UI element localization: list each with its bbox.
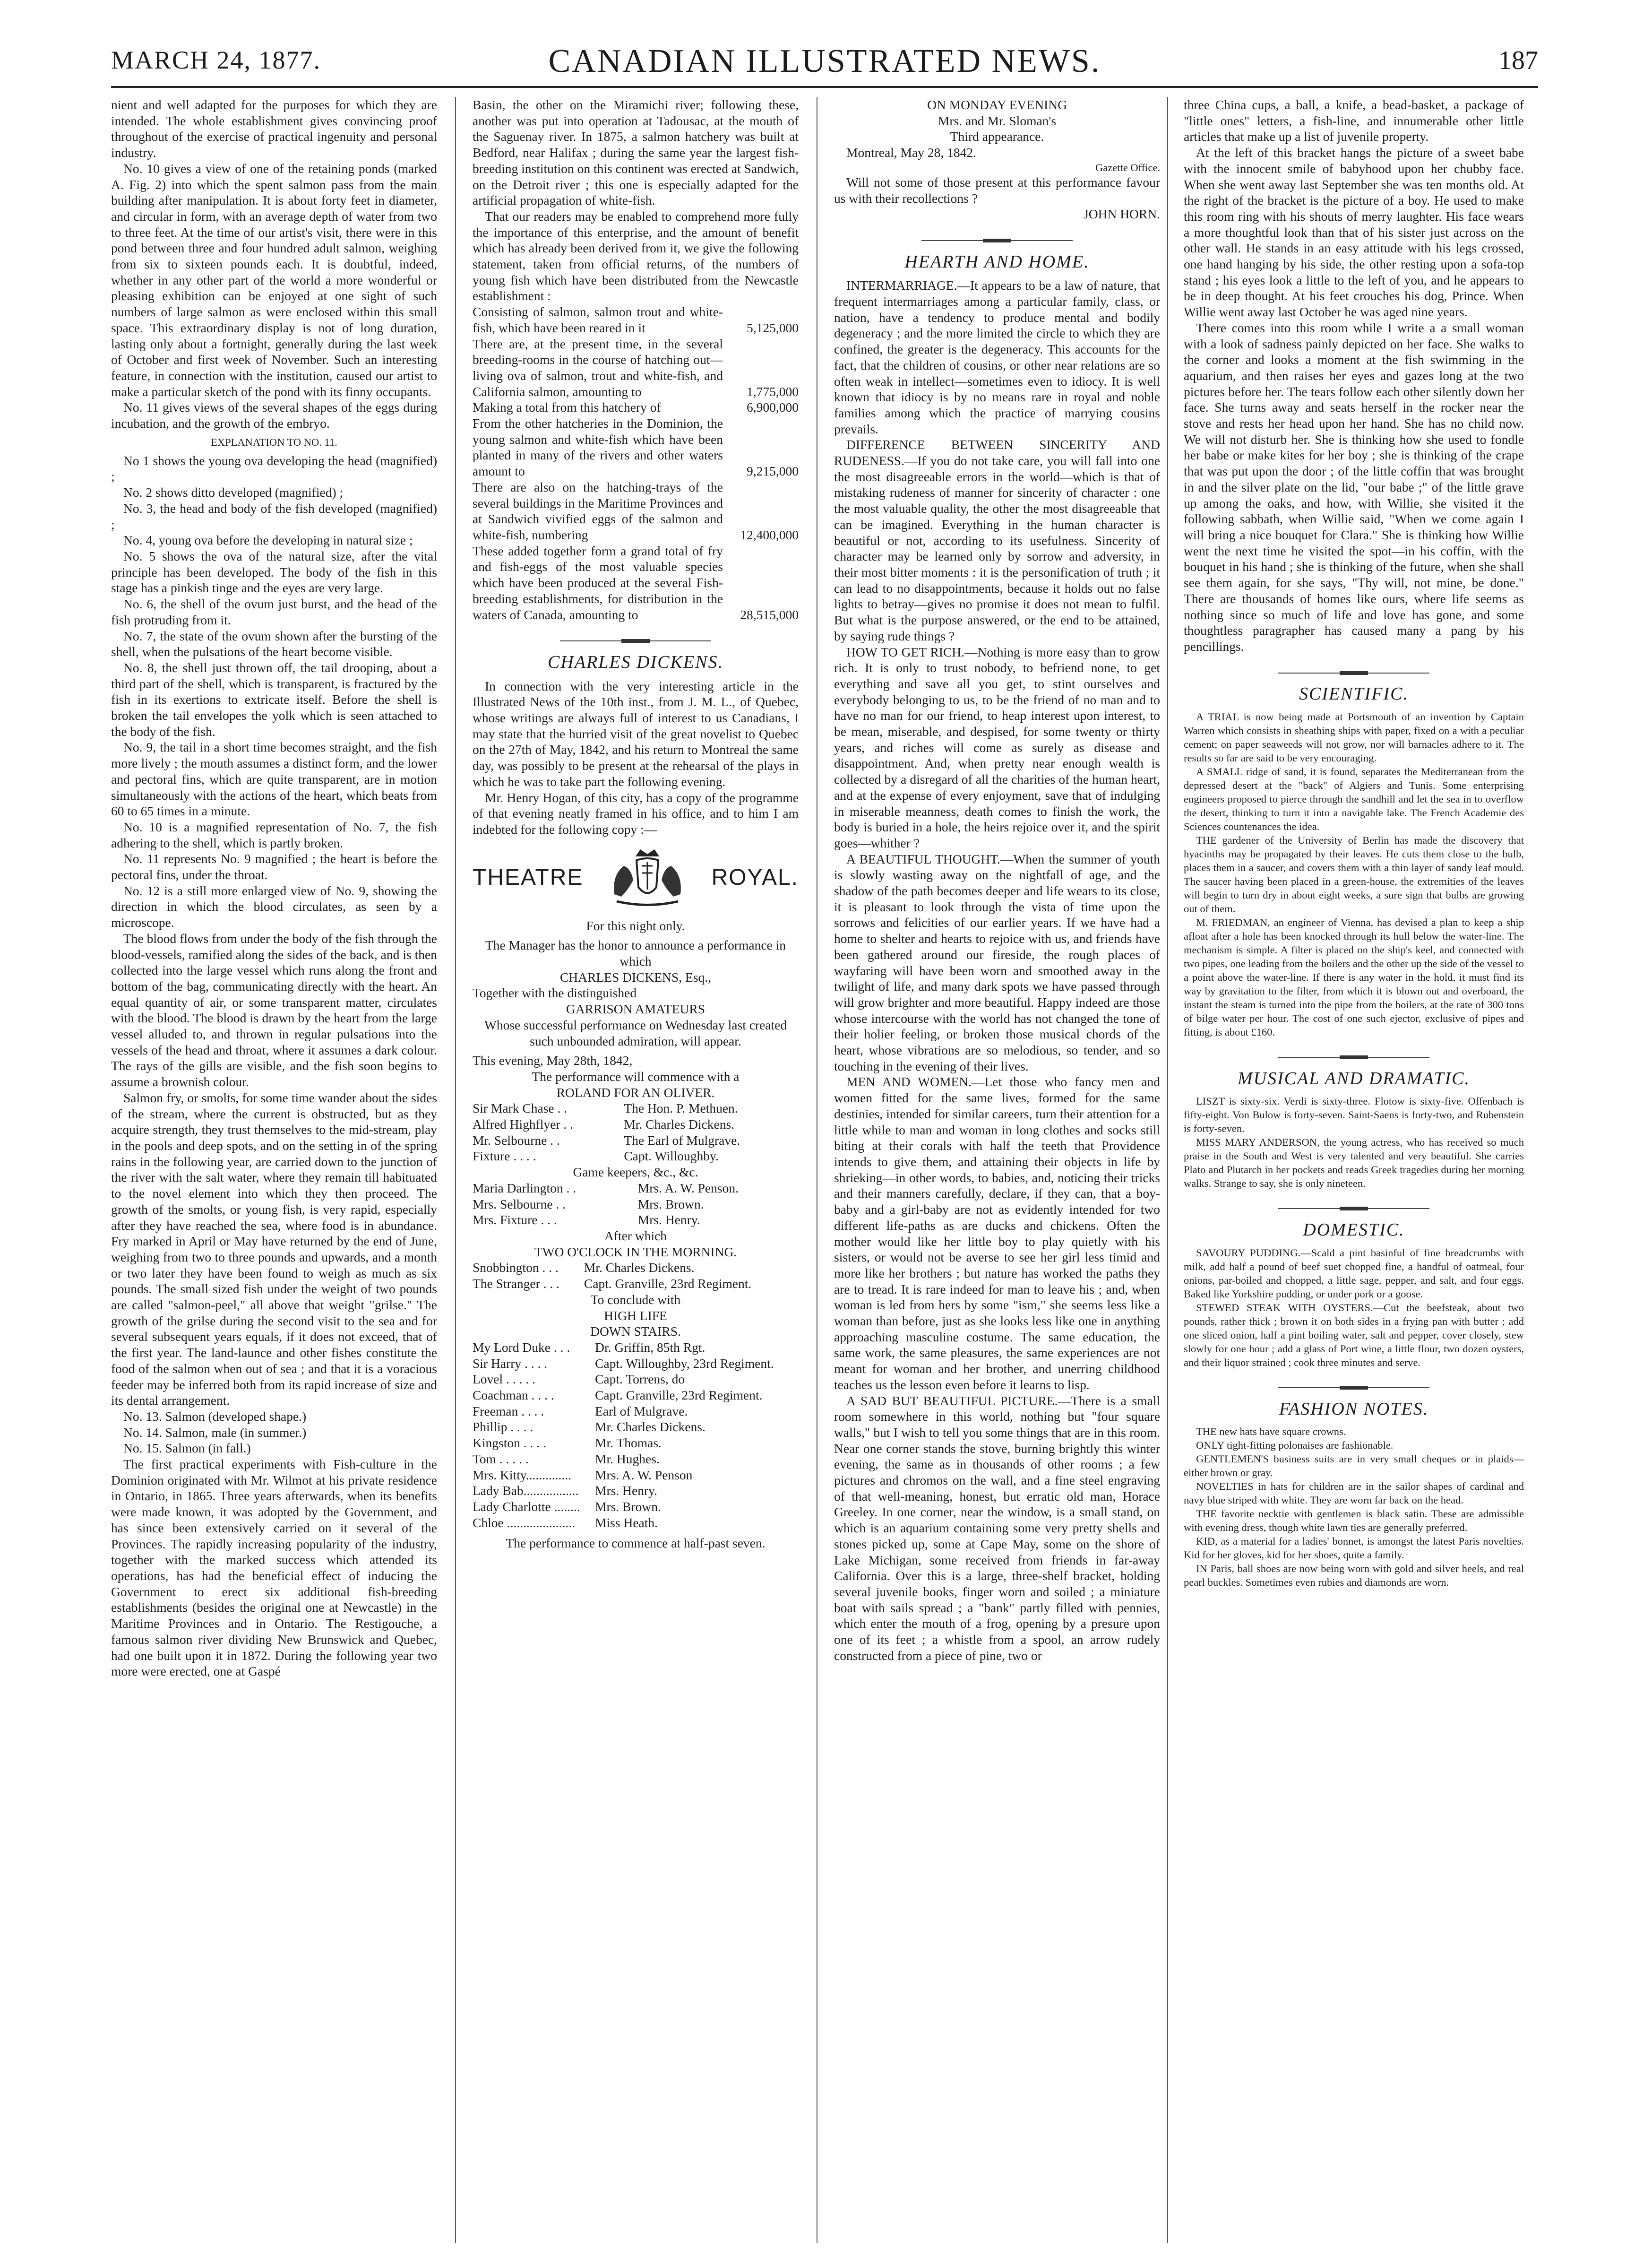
actor: Capt. Granville, 23rd Regiment. bbox=[595, 1388, 763, 1403]
table-row bbox=[473, 304, 799, 336]
cast-row bbox=[473, 1515, 799, 1531]
cast-row bbox=[473, 1483, 799, 1499]
paragraph: No. 11 gives views of the several shapes of the eggs during incubation, and the growth of the embryo. bbox=[111, 400, 437, 431]
row-label: There are also on the hatching-trays of the several buildings in the Maritime Provinces and at Sandwich vivified eggs of the salmon and white-fish, numbering bbox=[473, 479, 723, 542]
role: Phillip . . . . bbox=[473, 1419, 533, 1434]
section-ornament bbox=[1184, 1197, 1524, 1213]
role: My Lord Duke . . . bbox=[473, 1339, 570, 1355]
cast-row bbox=[473, 1148, 799, 1164]
role: Snobbington . . . bbox=[473, 1260, 559, 1275]
paragraph: No. 14. Salmon, male (in summer.) bbox=[123, 1425, 307, 1440]
role: Sir Harry . . . . bbox=[473, 1356, 548, 1371]
role: Tom . . . . . bbox=[473, 1451, 529, 1466]
paragraph: No. 2 shows ditto developed (magnified) ; bbox=[123, 485, 344, 500]
actor: Mrs. Henry. bbox=[637, 1212, 700, 1227]
cast-row bbox=[473, 1196, 799, 1212]
run-in-head: MEN AND WOMEN. bbox=[846, 1074, 972, 1089]
cast-row bbox=[473, 1451, 799, 1467]
column-1 bbox=[111, 97, 437, 1679]
cast-list bbox=[473, 1339, 799, 1530]
paragraph bbox=[834, 1393, 1160, 1664]
cast-row bbox=[473, 1467, 799, 1483]
row-label: There are, at the present time, in the several breeding-rooms in the course of hatching out— living ova of salmon, trout and white-fish, and California salmon, amounting to bbox=[473, 336, 723, 399]
paragraph: LISZT is sixty-six. Verdi is sixty-three. Flotow is sixty-five. Offenbach is fifty-eight. Von Bulow is forty-seven. Saint-Saens is forty-two, and Rubenstein is forty-seven. bbox=[1184, 1095, 1524, 1135]
paragraph: No. 7, the state of the ovum shown after the bursting of the shell, when the pulsations of the heart become visible. bbox=[111, 628, 437, 659]
playbill-line: ON MONDAY EVENING bbox=[927, 97, 1067, 112]
run-in-head: A BEAUTIFUL THOUGHT. bbox=[846, 851, 1000, 866]
table-row bbox=[473, 543, 799, 623]
paragraph bbox=[834, 1074, 1160, 1392]
actor: Mrs. A. W. Penson bbox=[595, 1467, 693, 1482]
cast-row bbox=[473, 1387, 799, 1403]
section-ornament bbox=[1184, 661, 1524, 677]
paragraph: GENTLEMEN'S business suits are in very small cheques or in plaids—either brown or gray. bbox=[1184, 1453, 1524, 1479]
paragraph: No. 13. Salmon (developed shape.) bbox=[123, 1409, 307, 1424]
column-2 bbox=[473, 97, 799, 1551]
cast-row bbox=[473, 1212, 799, 1228]
cast-list bbox=[473, 1260, 799, 1291]
paragraph: No. 5 shows the ova of the natural size, after the vital principle has been developed. The body of the fish in this stage has a pinkish tinge and the eyes are very large. bbox=[111, 548, 437, 596]
paragraph: No 1 shows the young ova developing the head (magnified) ; bbox=[111, 453, 437, 484]
cast-row bbox=[473, 1260, 799, 1276]
paragraph: Montreal, May 28, 1842. bbox=[846, 145, 976, 160]
playbill-header bbox=[473, 847, 799, 908]
playbill-line: Game keepers, &c., &c. bbox=[573, 1165, 698, 1180]
paragraph: No. 10 is a magnified representation of No. 7, the fish adhering to the shell, which is partly broken. bbox=[111, 819, 437, 850]
paragraph: ONLY tight-fitting polonaises are fashionable. bbox=[1196, 1439, 1394, 1452]
playbill-word: ROYAL. bbox=[711, 864, 799, 890]
actor: Mrs. Brown. bbox=[595, 1499, 661, 1514]
role: Lady Bab................. bbox=[473, 1483, 579, 1498]
row-label: Making a total from this hatchery of bbox=[473, 400, 661, 415]
section-title: DOMESTIC. bbox=[1303, 1220, 1405, 1240]
role: Lovel . . . . . bbox=[473, 1372, 535, 1387]
paragraph: Will not some of those present at this performance favour us with their recollections ? bbox=[834, 174, 1160, 206]
page-number: 187 bbox=[1498, 46, 1538, 75]
cast-row bbox=[473, 1499, 799, 1515]
paragraph: A SMALL ridge of sand, it is found, separates the Mediterranean from the depressed desert at the "back" of Algiers and Tunis. Some enterprising engineers proposed to pierce through the sandhill and let the sea in to overflow the desert, thinking to turn it into a navigable lake. The French Academie des Sciences countenances the idea. bbox=[1184, 766, 1524, 833]
paragraph: In connection with the very interesting article in the Illustrated News of the 10th inst., from J. M. L., of Quebec, whose writings are always full of interest to us Canadians, I may state that the hurried visit of the great novelist to Quebec on the 27th of May, 1842, and his return to Montreal the same day, was possibly to be present at the rehearsal of the plays in which he was to take part the following evening. bbox=[473, 678, 799, 789]
row-value: 9,215,000 bbox=[747, 464, 799, 479]
paragraph bbox=[834, 437, 1160, 644]
actor: Dr. Griffin, 85th Rgt. bbox=[595, 1339, 706, 1355]
paragraph: THE favorite necktie with gentlemen is black satin. These are admissible with evening dress, though white lawn ties are generally preferred. bbox=[1184, 1508, 1524, 1534]
row-value: 6,900,000 bbox=[747, 400, 799, 415]
column-divider bbox=[1167, 97, 1168, 2243]
paragraph: KID, as a material for a ladies' bonnet, is amongst the latest Paris novelties. Kid for her gloves, kid for her shoes, quite a family. bbox=[1184, 1535, 1524, 1561]
section-ornament bbox=[1184, 1376, 1524, 1392]
paragraph-text: —It appears to be a law of nature, that frequent intermarriages among a particular family, class, or nation, have a tendency to produce mental and bodily degeneracy ; and the more limited the circle to which they are confined, the greater is the degeneracy. This accounts for the fact, that the children of cousins, or other near relations are so often weak in intellect—sometimes even to idiocy. It is well known that idiocy is by no means rare in royal and noble families among which the practice of marrying cousins prevails. bbox=[834, 278, 1160, 436]
playbill-line: GARRISON AMATEURS bbox=[566, 1002, 706, 1017]
issue-date: MARCH 24, 1877. bbox=[111, 46, 321, 74]
playbill-line: After which bbox=[604, 1228, 667, 1243]
statistics-table bbox=[473, 304, 799, 622]
actor: Mrs. Henry. bbox=[595, 1483, 657, 1498]
paragraph: There comes into this room while I write a a small woman with a look of sadness painly depicted on her face. She walks to the corner and looks a moment at the fish swimming in the aquarium, and then raises her eyes and gazes long at the two pictures before her. The tears follow each other silently down her face. She turns away and seats herself in the rocker near the stove and rests her head upon her hand. She has no child now. We will not disturb her. She is thinking how she used to fondle her babe or make kites for her boy ; she is thinking of the crape that was put upon the door ; of the little coffin that was brought in and the silver plate on the lid, "our babe ;" of the little grave up among the oaks, and how, with Willie, she visited it the following sabbath, when Willie said, "When we come again I will bring a nice bouquet for Clara." She is thinking how Willie went the next time he visited the spot—in his coffin, with the bouquet in his hand ; she is thinking of the future, when she shall see them again, for she says, "Thy will, not mine, be done." There are thousands of homes like ours, where life seems as nothing since so much of life and love has gone, and some thoughtless paragrapher has caused many a pang by his pencillings. bbox=[1184, 320, 1524, 654]
paragraph-text: —When the summer of youth is slowly wasting away on the nightfall of age, and the shadow of the path becomes deeper and life wears to its close, it is pleasant to look through the vista of time upon the sorrows and felicities of our earlier years. If we have had a home to shelter and hearts to rejoice with us, and friends have been gathered around our fireside, the rough places of wayfaring will have been worn and smoothed away in the twilight of life, and many dark spots we have passed through will grow brighter and more beautiful. Happy indeed are those whose intercourse with the world has not changed the tone of their holier feeling, or broken those musical chords of the heart, whose vibrations are so melodious, so tender, and so touching in the evening of their lives. bbox=[834, 851, 1161, 1073]
column-divider bbox=[455, 97, 456, 2243]
role: Mr. Selbourne . . bbox=[473, 1132, 560, 1148]
role: Coachman . . . . bbox=[473, 1388, 554, 1403]
column-4 bbox=[1184, 97, 1524, 1589]
role: Fixture . . . . bbox=[473, 1149, 536, 1164]
paragraph: M. FRIEDMAN, an engineer of Vienna, has devised a plan to keep a ship afloat after a hole has been knocked through its hull below the water-line. The mechanism is simple. A filter is placed on the ship's keel, and connected with two pipes, one leading from the boilers and the other up the side of the vessel to a point above the water-line. If there is any water in the hold, it must find its way by gravitation to the filter, from which it is blown out and overboard, the instant the steam is turned into the pipe from the boilers, at the rate of 300 tons of bilge water per hour. The cost of one such ejector, exclusive of pipes and fitting, is about £160. bbox=[1184, 916, 1524, 1038]
paragraph bbox=[834, 277, 1160, 437]
run-in-head: DIFFERENCE BETWEEN SINCERITY AND RUDENESS. bbox=[834, 437, 1160, 468]
row-value: 12,400,000 bbox=[740, 527, 799, 542]
paragraph: THE new hats have square crowns. bbox=[1196, 1426, 1346, 1438]
paragraph bbox=[834, 644, 1160, 851]
paragraph: The first practical experiments with Fish-culture in the Dominion originated with Mr. Wilmot at his private residence in Ontario, in 1865. Three years afterwards, when its benefits were made known, it was adopted by the Government, and has since been extensively carried on it several of the Provinces. The rapidly increasing popularity of the industry, together with the marked success which attended its operations, has had the beneficial effect of inducing the Government to erect six additional fish-breeding establishments (besides the original one at Newcastle) in the Maritime Provinces and in Ontario. The Restigouche, a famous salmon river dividing New Brunswick and Quebec, had one built upon it in 1872. During the following year two more were erected, one at Gaspé bbox=[111, 1457, 437, 1679]
section-title: FASHION NOTES. bbox=[1279, 1399, 1429, 1419]
play-title: DOWN STAIRS. bbox=[590, 1324, 681, 1339]
paragraph: IN Paris, ball shoes are now being worn with gold and silver heels, and real pearl buckles. Sometimes even rubies and diamonds are worn. bbox=[1184, 1563, 1524, 1589]
role: Mrs. Kitty.............. bbox=[473, 1467, 572, 1482]
actor: The Earl of Mulgrave. bbox=[624, 1132, 740, 1148]
row-label: From the other hatcheries in the Dominion, the young salmon and white-fish which have been planted in many of the rivers and other waters amount to bbox=[473, 416, 723, 479]
table-row bbox=[473, 479, 799, 543]
paragraph: Salmon fry, or smolts, for some time wander about the sides of the stream, where the current is obstructed, but as they acquire strength, they trust themselves to the mid-stream, play in the pools and deep spots, and on the setting in of the spring rains in the following year, are carried down to the junction of the river with the salt water, where they remain till habituated to the novel element into which they then proceed. The growth of the smolts, or young fish, is very rapid, especially after they have reached the sea, where food is in abundance. Fry marked in April or May have returned by the end of June, weighing from two to three pounds and upwards, and a month or two later they have been found to weigh as much as six pounds. The small sized fish under the weight of two pounds are called "salmon-peel," all above that weight "grilse." The growth of the grilse during the second visit to the sea and for several subsequent years equals, if it does not exceed, that of the first year. The land-launce and other fishes constitute the food of the salmon when out of sea ; and that it is a voracious feeder may be inferred both from its rapid increase of size and its dental arrangement. bbox=[111, 1090, 437, 1408]
paragraph: No. 8, the shell just thrown off, the tail drooping, about a third part of the shell, which is transparent, is fractured by the fish in its exertions to extricate itself. Before the shell is broken the tail envelopes the yolk which is seen attached to the body of the fish. bbox=[111, 660, 437, 739]
role: Alfred Highflyer . . bbox=[473, 1117, 574, 1132]
paragraph-text: —If you do not take care, you will fall into one the most disagreeable errors in the world—which is that of mistaking rudeness of manner for sincerity of character : one the most valuable quality, the other the most disagreeable that can be imagined. Everything in the human character is beautiful or not, according to its usefulness. Sincerity of character may be learned only by sorrow and adversity, in their most bitter moments : it is the personification of truth ; it can lead to no disappointments, because it holds out no false lights to betray—gives no promise it does not mean to fulfil. But what is the purpose answered, or the end to be attained, by saying rude things ? bbox=[834, 453, 1160, 643]
subheading: EXPLANATION TO NO. 11. bbox=[211, 436, 337, 448]
cast-list bbox=[473, 1100, 799, 1164]
playbill-line: CHARLES DICKENS, Esq., bbox=[559, 969, 712, 985]
actor: Mr. Charles Dickens. bbox=[595, 1419, 706, 1434]
paragraph: No. 12 is a still more enlarged view of No. 9, showing the direction in which the blood circulates, as seen by a microscope. bbox=[111, 883, 437, 930]
cast-list bbox=[473, 1180, 799, 1228]
paragraph: No. 3, the head and body of the fish developed (magnified) ; bbox=[111, 501, 437, 532]
section-ornament bbox=[473, 629, 799, 645]
cast-row bbox=[473, 1132, 799, 1149]
paragraph: No. 10 gives a view of one of the retaining ponds (marked A. Fig. 2) into which the spent salmon pass from the main building after manipulation. It is about forty feet in diameter, and circular in form, with an average depth of water from two to three feet. At the time of our artist's visit, there were in this pond between three and four hundred adult salmon, weighing from six to sixteen pounds each. It is doubtful, indeed, whether in any other part of the world a more wonderful or pleasing exhibition can be enjoyed at one sight of such numbers of large salmon as were enclosed within this small space. This extraordinary display is not of long duration, lasting only about a fortnight, generally during the last week of October and first week of November. Such an interesting feature, in connection with the institution, caused our artist to make a particular sketch of the pond with its finny occupants. bbox=[111, 161, 437, 399]
paragraph: No. 9, the tail in a short time becomes straight, and the fish more lively ; the mouth assumes a distinct form, and the lower and pectoral fins, which are quite transparent, are in motion simultaneously with the actions of the heart, which beats from 60 to 65 times in a minute. bbox=[111, 740, 437, 819]
author-signature: JOHN HORN. bbox=[1084, 207, 1160, 222]
section-ornament bbox=[834, 229, 1160, 245]
cast-row bbox=[473, 1403, 799, 1419]
cast-row bbox=[473, 1339, 799, 1356]
role: Mrs. Fixture . . . bbox=[473, 1212, 557, 1227]
row-value: 5,125,000 bbox=[747, 320, 799, 335]
playbill-line: This evening, May 28th, 1842, bbox=[473, 1053, 633, 1068]
paragraph: A TRIAL is now being made at Portsmouth of an invention by Captain Warren which consists in sheathing ships with paper, fixed on a with a peculiar cement; on paper seaweeds will not grow, nor will barnacles adhere to it. The results so far are said to be very encouraging. bbox=[1184, 711, 1524, 764]
playbill-line: The performance will commence with a bbox=[532, 1069, 740, 1084]
playbill-line: To conclude with bbox=[590, 1292, 681, 1307]
paragraph-text: —Nothing is more easy than to grow rich. It is only to trust nobody, to befriend none, to get everything and save all you get, to stint ourselves and everybody belonging to us, to be the friend of no man and to have no man for our friend, to heap interest upon interest, to be mean, miserable, and despised, for some twenty or thirty years, and riches will come as surely as disease and disappointment. And, when pretty near enough wealth is collected by a disregard of all the charities of the human heart, and at the expense of every enjoyment, save that of indulging in miserable meanness, death comes to finish the work, the body is buried in a hole, the heirs rejoice over it, and the spirit goes—whither ? bbox=[834, 644, 1160, 850]
paragraph: That our readers may be enabled to comprehend more fully the importance of this enterprise, and the amount of benefit which has already been derived from it, we give the following statement, taken from official returns, of the numbers of young fish which have been distributed from the Newcastle establishment : bbox=[473, 208, 799, 303]
actor: Mr. Hughes. bbox=[595, 1451, 660, 1466]
paragraph: No. 15. Salmon (in fall.) bbox=[123, 1441, 251, 1456]
play-title: HIGH LIFE bbox=[604, 1308, 667, 1323]
play-title: TWO O'CLOCK IN THE MORNING. bbox=[534, 1244, 737, 1259]
role: Mrs. Selbourne . . bbox=[473, 1196, 566, 1211]
actor: The Hon. P. Methuen. bbox=[624, 1101, 738, 1116]
section-ornament bbox=[1184, 1046, 1524, 1062]
header-rule bbox=[111, 86, 1538, 88]
role: Kingston . . . . bbox=[473, 1435, 546, 1451]
cast-row bbox=[473, 1435, 799, 1451]
actor: Mr. Charles Dickens. bbox=[584, 1260, 695, 1275]
playbill-word: THEATRE bbox=[473, 864, 584, 890]
section-title: HEARTH AND HOME. bbox=[904, 251, 1090, 272]
attribution: Gazette Office. bbox=[1095, 161, 1160, 173]
cast-row bbox=[473, 1356, 799, 1372]
royal-crest-icon bbox=[607, 847, 688, 908]
column-3 bbox=[834, 97, 1160, 1664]
actor: Earl of Mulgrave. bbox=[595, 1403, 688, 1418]
run-in-head: INTERMARRIAGE. bbox=[846, 278, 957, 293]
paragraph: STEWED STEAK WITH OYSTERS.—Cut the beefsteak, about two pounds, rather thick ; brown it on both sides in a frying pan with butter ; add one sliced onion, half a pint boiling water, salt and pepper, cover closely, stew slowly for one hour ; add a glass of Port wine, a little flour, two dozen oysters, and their liquor strained ; cook three minutes and serve. bbox=[1184, 1301, 1524, 1368]
section-title: MUSICAL AND DRAMATIC. bbox=[1237, 1068, 1471, 1089]
masthead bbox=[111, 43, 1538, 80]
paragraph: three China cups, a ball, a knife, a bead-basket, a package of "little ones" letters, a fish-line, and innumerable other little articles that make up a list of juvenile property. bbox=[1184, 97, 1524, 144]
paragraph: Basin, the other on the Miramichi river; following these, another was put into operation at Tadousac, at the mouth of the Saguenay river. In 1875, a salmon hatchery was built at Bedford, near Halifax ; during the same year the largest fish-breeding institution on this continent was erected at Sandwich, on the Detroit river ; this one is especially adapted for the artificial propagation of white-fish. bbox=[473, 97, 799, 208]
playbill-line: The performance to commence at half-past seven. bbox=[506, 1536, 766, 1551]
role: Lady Charlotte ........ bbox=[473, 1499, 580, 1514]
playbill-line: Whose successful performance on Wednesday last created such unbounded admiration, will appear. bbox=[484, 1017, 787, 1048]
paragraph: No. 11 represents No. 9 magnified ; the heart is before the pectoral fins, under the throat. bbox=[111, 851, 437, 882]
playbill-line: Mrs. and Mr. Sloman's bbox=[938, 113, 1057, 128]
row-value: 28,515,000 bbox=[740, 607, 799, 622]
actor: Capt. Torrens, do bbox=[595, 1372, 685, 1387]
role: Sir Mark Chase . . bbox=[473, 1101, 568, 1116]
table-row bbox=[473, 336, 799, 400]
table-row bbox=[473, 415, 799, 479]
playbill-line: For this night only. bbox=[586, 918, 685, 933]
actor: Mr. Thomas. bbox=[595, 1435, 662, 1451]
cast-row bbox=[473, 1371, 799, 1387]
row-label: Consisting of salmon, salmon trout and white-fish, which have been reared in it bbox=[473, 304, 723, 335]
role: Maria Darlington . . bbox=[473, 1180, 576, 1195]
actor: Capt. Willoughby, 23rd Regiment. bbox=[595, 1356, 774, 1371]
section-title: SCIENTIFIC. bbox=[1299, 684, 1409, 704]
paragraph: No. 6, the shell of the ovum just burst, and the head of the fish protruding from it. bbox=[111, 596, 437, 627]
paragraph: The blood flows from under the body of the fish through the blood-vessels, ramified along the sides of the back, and is then collected into the large vessel which runs along the front and bottom of the bag, communicating directly with the heart. An equal quantity of air, or some transparent matter, circulates with the blood. The blood is drawn by the heart from the large vessel alluded to, and thrown in regular pulsations into the vessels of the head and throat, where it assumes a dark colour. The rays of the gills are visible, and the fish soon begins to assume a brownish colour. bbox=[111, 931, 437, 1089]
play-title: ROLAND FOR AN OLIVER. bbox=[556, 1085, 715, 1100]
cast-row bbox=[473, 1276, 799, 1292]
paragraph bbox=[834, 851, 1160, 1074]
actor: Mr. Charles Dickens. bbox=[624, 1117, 735, 1132]
paragraph-text: —Let those who fancy men and women fitted for the same lives, formed for the same destinies, intended for similar careers, turn their attention for a little while to man and woman in long clothes and socks still biting at their corals with half the teeth that Providence intends to give them, and attaining their objects in life by shrieking—in other words, to babies, and, noticing their tricks and their manners carefully, declare, if they can, that a boy-baby and a girl-baby are not as evidently intended for two different life-paths as are ducks and chickens. Often the mother would like her little boy to play quietly with his sisters, or would not be averse to see her girl less timid and more like her brothers ; but nature has worked the paths they are to tread. It is rare indeed for man to leave his ; and, when woman is led from hers by some "ism," she seems less like a woman than before, just as she looks less like one in anything approaching masculine costume. The same education, the same work, the same pleasures, the same experiences are not meant for woman and her brother, and unerring childhood teaches us the lesson even before it learns to lisp. bbox=[834, 1074, 1160, 1392]
actor: Miss Heath. bbox=[595, 1515, 658, 1530]
table-row bbox=[473, 399, 799, 415]
cast-row bbox=[473, 1180, 799, 1196]
playbill-line: Together with the distinguished bbox=[473, 985, 637, 1001]
role: Chloe ..................... bbox=[473, 1515, 575, 1530]
run-in-head: HOW TO GET RICH. bbox=[846, 644, 965, 659]
run-in-head: A SAD BUT BEAUTIFUL PICTURE. bbox=[846, 1393, 1058, 1408]
paragraph: At the left of this bracket hangs the picture of a sweet babe with the innocent smile of babyhood upon her chubby face. When she went away last September she was ten months old. At the right of the bracket is the picture of a boy. He used to make this room ring with his shouts of merry laughter. His face wears a more thoughtful look than that of his sister just across on the other wall. He stands in an easy attitude with his legs crossed, one hand hanging by his side, the other resting upon a sofa-top stand ; his eyes look a little to the left of you, and he appears to be in deep thought. At his feet crouches his dog, Prince. When Willie went away last October he was aged nine years. bbox=[1184, 145, 1524, 320]
actor: Mrs. A. W. Penson. bbox=[637, 1180, 739, 1195]
paragraph: SAVOURY PUDDING.—Scald a pint basinful of fine breadcrumbs with milk, add half a pound of beef suet chopped fine, a handful of oatmeal, four onions, par-boiled and chopped, a little sage, pepper, and salt, and four eggs. Baked like Yorkshire pudding, or under pork or a goose. bbox=[1184, 1246, 1524, 1300]
paragraph: NOVELTIES in hats for children are in the sailor shapes of cardinal and navy blue striped with white. They are worn far back on the head. bbox=[1184, 1480, 1524, 1506]
paragraph: Mr. Henry Hogan, of this city, has a copy of the programme of that evening neatly framed in his office, and to him I am indebted for the following copy :— bbox=[473, 790, 799, 837]
cast-row bbox=[473, 1116, 799, 1132]
paragraph: MISS MARY ANDERSON, the young actress, who has received so much praise in the South and West is very talented and very beautiful. She carries Plato and Plutarch in her pockets and reads Greek tragedies during her morning walks. Strange to say, she is only nineteen. bbox=[1184, 1136, 1524, 1190]
role: Freeman . . . . bbox=[473, 1403, 544, 1418]
paragraph-text: —There is a small room somewhere in this world, nothing but "four square walls," but I wish to tell you some things that are in this room. Near one corner stands the stove, burning brightly this winter evening, the same as in thousands of other rooms ; a few pictures and chromos on the wall, and a fine steel engraving of that well-meaning, honest, but erratic old man, Horace Greeley. In one corner, near the window, is a small stand, on which is an aquarium containing some very pretty shells and stones picked up, some at Cape May, some on the shore of Lake Michigan, some received from friends in far-away California. Over this is a large, three-shelf bracket, holding several juvenile books, finger worn and soiled ; a miniature boat with sails spread ; a "bank" partly filled with pennies, which enter the mouth of a frog, opening by a presure upon one of its feet ; a whistle from a spool, an arrow rudely constructed from a piece of pine, two or bbox=[834, 1393, 1161, 1663]
role: The Stranger . . . bbox=[473, 1276, 560, 1291]
actor: Capt. Granville, 23rd Regiment. bbox=[584, 1276, 752, 1291]
cast-row bbox=[473, 1419, 799, 1435]
row-value: 1,775,000 bbox=[747, 384, 799, 399]
paragraph: THE gardener of the University of Berlin has made the discovery that hyacinths may be propagated by their leaves. He cuts them close to the bulb, places them in a saucer, and covers them with a thin layer of sandy leaf mould. The saucer having been placed in a green-house, the extremities of the leaves will begin to turn dry in about eight weeks, a sure sign that bulbs are growing out of them. bbox=[1184, 834, 1524, 915]
actor: Mrs. Brown. bbox=[637, 1196, 704, 1211]
cast-row bbox=[473, 1100, 799, 1116]
paragraph: No. 4, young ova before the developing in natural size ; bbox=[123, 533, 413, 548]
section-title: CHARLES DICKENS. bbox=[548, 652, 723, 672]
playbill-line: The Manager has the honor to announce a performance in which bbox=[485, 938, 786, 969]
playbill-line: Third appearance. bbox=[950, 129, 1044, 144]
actor: Capt. Willoughby. bbox=[624, 1149, 719, 1164]
row-label: These added together form a grand total of fry and fish-eggs of the most valuable species which have been produced at the several Fish-breeding establishments, for distribution in the waters of Canada, amounting to bbox=[473, 543, 723, 622]
paragraph: nient and well adapted for the purposes for which they are intended. The whole establishment gives convincing proof throughout of the exercise of practical ingenuity and personal industry. bbox=[111, 97, 437, 160]
newspaper-title: CANADIAN ILLUSTRATED NEWS. bbox=[548, 43, 1101, 79]
